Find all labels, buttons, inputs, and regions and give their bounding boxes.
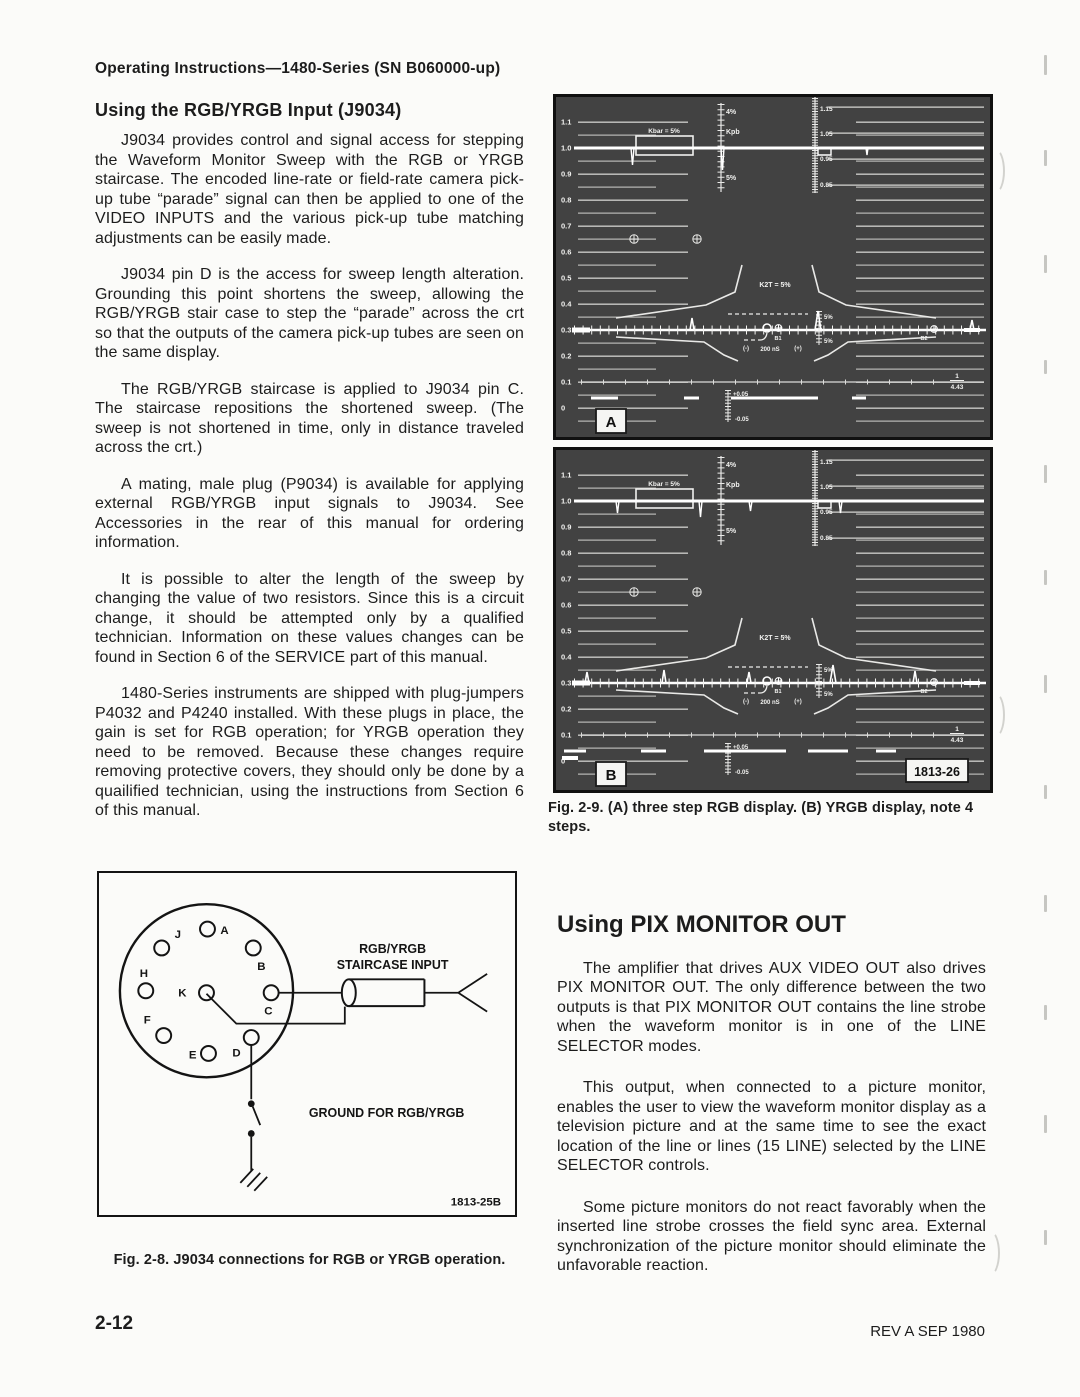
scan-artifact [1044, 55, 1047, 75]
paragraph: 1480-Series instruments are shipped with plug-jumpers P4032 and P4240 installed. With these plugs in place, the gain is set for RGB operation; for YRGB operation they need to be removed. Because these changes require removing protective covers, they should only be done by a quailified technician, using the instructions from Section 6 of this manual. [95, 685, 524, 819]
scope-photos [553, 94, 993, 793]
paragraph: Some picture monitors do not react favorably when the inserted line strobe crosses the field sync area. External synchronization of the picture monitor should eliminate the unfavorable reaction. [557, 1198, 986, 1275]
figure-2-9-caption: Fig. 2-9. (A) three step RGB display. (B) YRGB display, note 4 steps. [548, 800, 974, 835]
scan-artifact [1044, 675, 1047, 693]
revision-date: REV A SEP 1980 [870, 1323, 985, 1340]
svg-text:Kpb: Kpb [726, 129, 740, 136]
right-column [557, 891, 986, 1293]
svg-text:B2: B2 [920, 336, 928, 342]
pin-label-k: K [178, 987, 187, 1000]
ground-label: GROUND FOR RGB/YRGB [308, 1106, 465, 1121]
svg-text:1.05: 1.05 [820, 131, 833, 138]
scan-artifact [1044, 1005, 1047, 1020]
page-header: Operating Instructions—1480-Series (SN B060000-up) [95, 60, 501, 77]
switch-contacts [248, 1100, 255, 1137]
pin-j [154, 940, 169, 955]
scope-display-b [553, 447, 993, 793]
paragraph: A mating, male plug (P9034) is available for applying external RGB/YRGB input signals to J9034. See Accessories in the rear of this manual for ordering information. [95, 475, 524, 551]
svg-text:5%: 5% [726, 175, 737, 182]
svg-text:1.0: 1.0 [561, 143, 572, 153]
paragraph: J9034 provides control and signal access for stepping the Waveform Monitor Sweep with the RGB or YRGB staircase. The encoded line-rate or field-rate camera pick-up tube “parade” signal can then be applied to one of the VIDEO INPUTS and the various pick-up tube matching adjustments can be easily made. [95, 132, 524, 247]
scan-artifact [1044, 570, 1047, 585]
section-heading-rgb-input: Using the RGB/YRGB Input (J9034) [95, 100, 402, 120]
scan-artifact [985, 148, 1005, 194]
scan-artifact [1044, 150, 1047, 166]
svg-text:+0.05: +0.05 [733, 392, 749, 398]
svg-text:A: A [605, 414, 617, 431]
connector-pins [138, 922, 278, 1061]
svg-text:0.1: 0.1 [561, 377, 572, 387]
paragraph: The amplifier that drives AUX VIDEO OUT also drives PIX MONITOR OUT. The only difference between the two outputs is that PIX MONITOR OUT contains the line strobe when the waveform monitor is in one of the LINE SELECTOR modes. [557, 959, 986, 1055]
svg-text:B: B [605, 767, 617, 784]
pin-label-j: J [174, 929, 182, 942]
svg-text:0.95: 0.95 [820, 156, 833, 163]
plus-label: (+) [794, 346, 802, 352]
scan-artifact [1044, 1230, 1047, 1245]
photo-letter-a [596, 409, 626, 433]
figure-annotations [309, 942, 501, 1209]
connector-figure-box [97, 871, 517, 1217]
svg-text:0.8: 0.8 [561, 195, 572, 205]
pin-e [201, 1046, 216, 1061]
svg-text:Kbar = 5%: Kbar = 5% [648, 128, 680, 135]
photo-part-number-tag [906, 759, 968, 782]
photo-letter-b [596, 762, 626, 786]
pin-label-h: H [139, 967, 149, 980]
svg-text:5%: 5% [824, 315, 833, 321]
svg-text:1: 1 [955, 373, 959, 380]
pin-f [156, 1028, 171, 1043]
svg-text:0: 0 [561, 403, 566, 413]
ground-icon [240, 1169, 267, 1191]
paragraph: It is possible to alter the length of the sweep by changing the value of two resistors. Since this is a circuit change, it should be attempted only by a qualified technician. Information on these values changes can be found in Section 6 of the SERVICE part of this manual. [95, 570, 524, 666]
svg-text:0.6: 0.6 [561, 247, 572, 257]
svg-text:0.4: 0.4 [561, 299, 572, 309]
scan-artifact [980, 1230, 1000, 1276]
section-heading-pix-monitor: Using PIX MONITOR OUT [557, 910, 846, 938]
svg-text:4.43: 4.43 [950, 384, 964, 391]
page-number: 2-12 [95, 1313, 134, 1334]
figure-2-8-caption: Fig. 2-8. J9034 connections for RGB or YRGB operation. [113, 1252, 506, 1268]
svg-text:1813-26: 1813-26 [914, 765, 960, 779]
svg-text:-0.05: -0.05 [735, 417, 749, 423]
connector-diagram [99, 873, 514, 1214]
pin-d [244, 1030, 259, 1045]
svg-text:5%: 5% [824, 339, 833, 345]
svg-text:0.2: 0.2 [561, 351, 572, 361]
paragraph: This output, when connected to a picture monitor, enables the user to view the waveform monitor display as a television picture and at the same time to see the exact location of the line or lines (15 LINE) selected by the LINE SELECTOR controls. [557, 1079, 986, 1175]
svg-text:1.15: 1.15 [820, 106, 833, 113]
svg-text:0.3: 0.3 [561, 325, 572, 335]
pin-h [138, 983, 153, 998]
minus-label: (-) [743, 346, 749, 352]
pin-label-c: C [264, 1005, 273, 1018]
scan-artifact [1044, 255, 1047, 273]
coax-cable-icon [342, 974, 487, 1012]
paragraph: J9034 pin D is the access for sweep length alteration. Grounding this point shortens the sweep, allowing the RGB/YRGB stair case to step the “parade” across the crt so that the outputs of the camera pick-up tubes are seen on the same display. [95, 266, 524, 361]
window-time-label: 200 nS [760, 347, 780, 353]
pin-label-a: A [220, 925, 229, 938]
scan-artifact [1044, 465, 1047, 483]
pin-label-e: E [188, 1049, 197, 1062]
scope-display-a [553, 94, 993, 440]
scan-artifact [1044, 1115, 1047, 1133]
scan-artifact [1044, 895, 1047, 912]
pin-label-b: B [257, 960, 266, 973]
pin-a [200, 922, 215, 937]
svg-text:0.9: 0.9 [561, 169, 572, 179]
k2t-label: K2T = 5% [759, 282, 791, 289]
staircase-label-line1: RGB/YRGB [359, 941, 427, 956]
scan-artifact [985, 692, 1005, 738]
scan-artifact [1044, 785, 1047, 799]
svg-text:4%: 4% [726, 109, 737, 116]
paragraph: The RGB/YRGB staircase is applied to J9034 pin C. The staircase repositions the shortened sweep. (The sweep is not shortened in time, only in distance traveled across the crt.) [95, 380, 524, 456]
b1-label: B1 [774, 336, 782, 342]
svg-text:1.1: 1.1 [561, 117, 572, 127]
left-column [95, 100, 524, 838]
pin-c [264, 985, 279, 1000]
pin-label-d: D [232, 1047, 241, 1060]
svg-text:0.7: 0.7 [561, 221, 572, 231]
svg-text:0.5: 0.5 [561, 273, 572, 283]
staircase-label-line2: STAIRCASE INPUT [336, 957, 449, 972]
pin-label-f: F [143, 1014, 151, 1027]
svg-text:0.85: 0.85 [820, 182, 833, 189]
scan-artifact [1044, 360, 1047, 374]
figure-part-number: 1813-25B [450, 1196, 502, 1209]
pin-b [246, 940, 261, 955]
